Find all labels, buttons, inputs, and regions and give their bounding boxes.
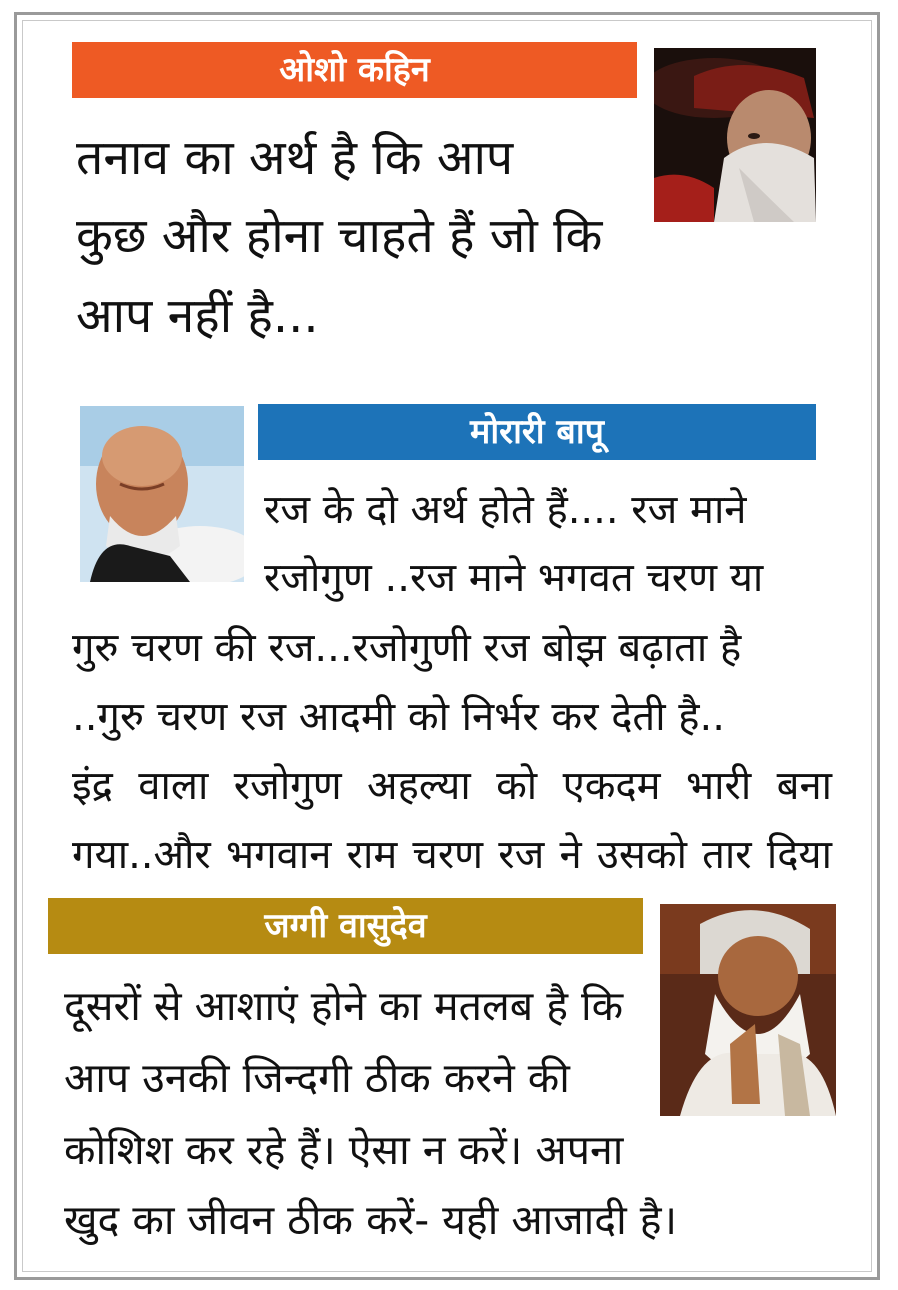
morari-quote-line: गया..और भगवान राम चरण रज ने उसको तार दिया <box>72 832 832 878</box>
morari-quote-line: रजोगुण ..रज माने भगवत चरण या <box>264 555 764 601</box>
osho-quote-line: आप नहीं है... <box>76 288 319 344</box>
jaggi-quote-line: आप उनकी जिन्दगी ठीक करने की <box>64 1054 570 1102</box>
osho-portrait <box>654 48 816 222</box>
morari-quote-line: इंद्र वाला रजोगुण अहल्या को एकदम भारी बना <box>72 763 832 809</box>
morari-quote-line: रज के दो अर्थ होते हैं.... रज माने <box>264 487 747 533</box>
morari-quote-line: ..गुरु चरण रज आदमी को निर्भर कर देती है.. <box>72 694 725 740</box>
jaggi-quote-line: कोशिश कर रहे हैं। ऐसा न करें। अपना <box>64 1126 624 1174</box>
jaggi-quote-line: दूसरों से आशाएं होने का मतलब है कि <box>64 982 624 1030</box>
osho-quote-line: तनाव का अर्थ है कि आप <box>76 130 514 186</box>
jaggi-vasudev-heading: जग्गी वासुदेव <box>48 898 643 954</box>
jaggi-quote-line: खुद का जीवन ठीक करें- यही आजादी है। <box>64 1196 678 1244</box>
osho-quote-line: कुछ और होना चाहते हैं जो कि <box>76 208 603 264</box>
osho-heading: ओशो कहिन <box>72 42 637 98</box>
morari-quote-line: गुरु चरण की रज...रजोगुणी रज बोझ बढ़ाता है <box>72 625 742 671</box>
jaggi-vasudev-portrait <box>660 904 836 1116</box>
morari-bapu-portrait <box>80 406 244 582</box>
morari-bapu-heading: मोरारी बापू <box>258 404 816 460</box>
